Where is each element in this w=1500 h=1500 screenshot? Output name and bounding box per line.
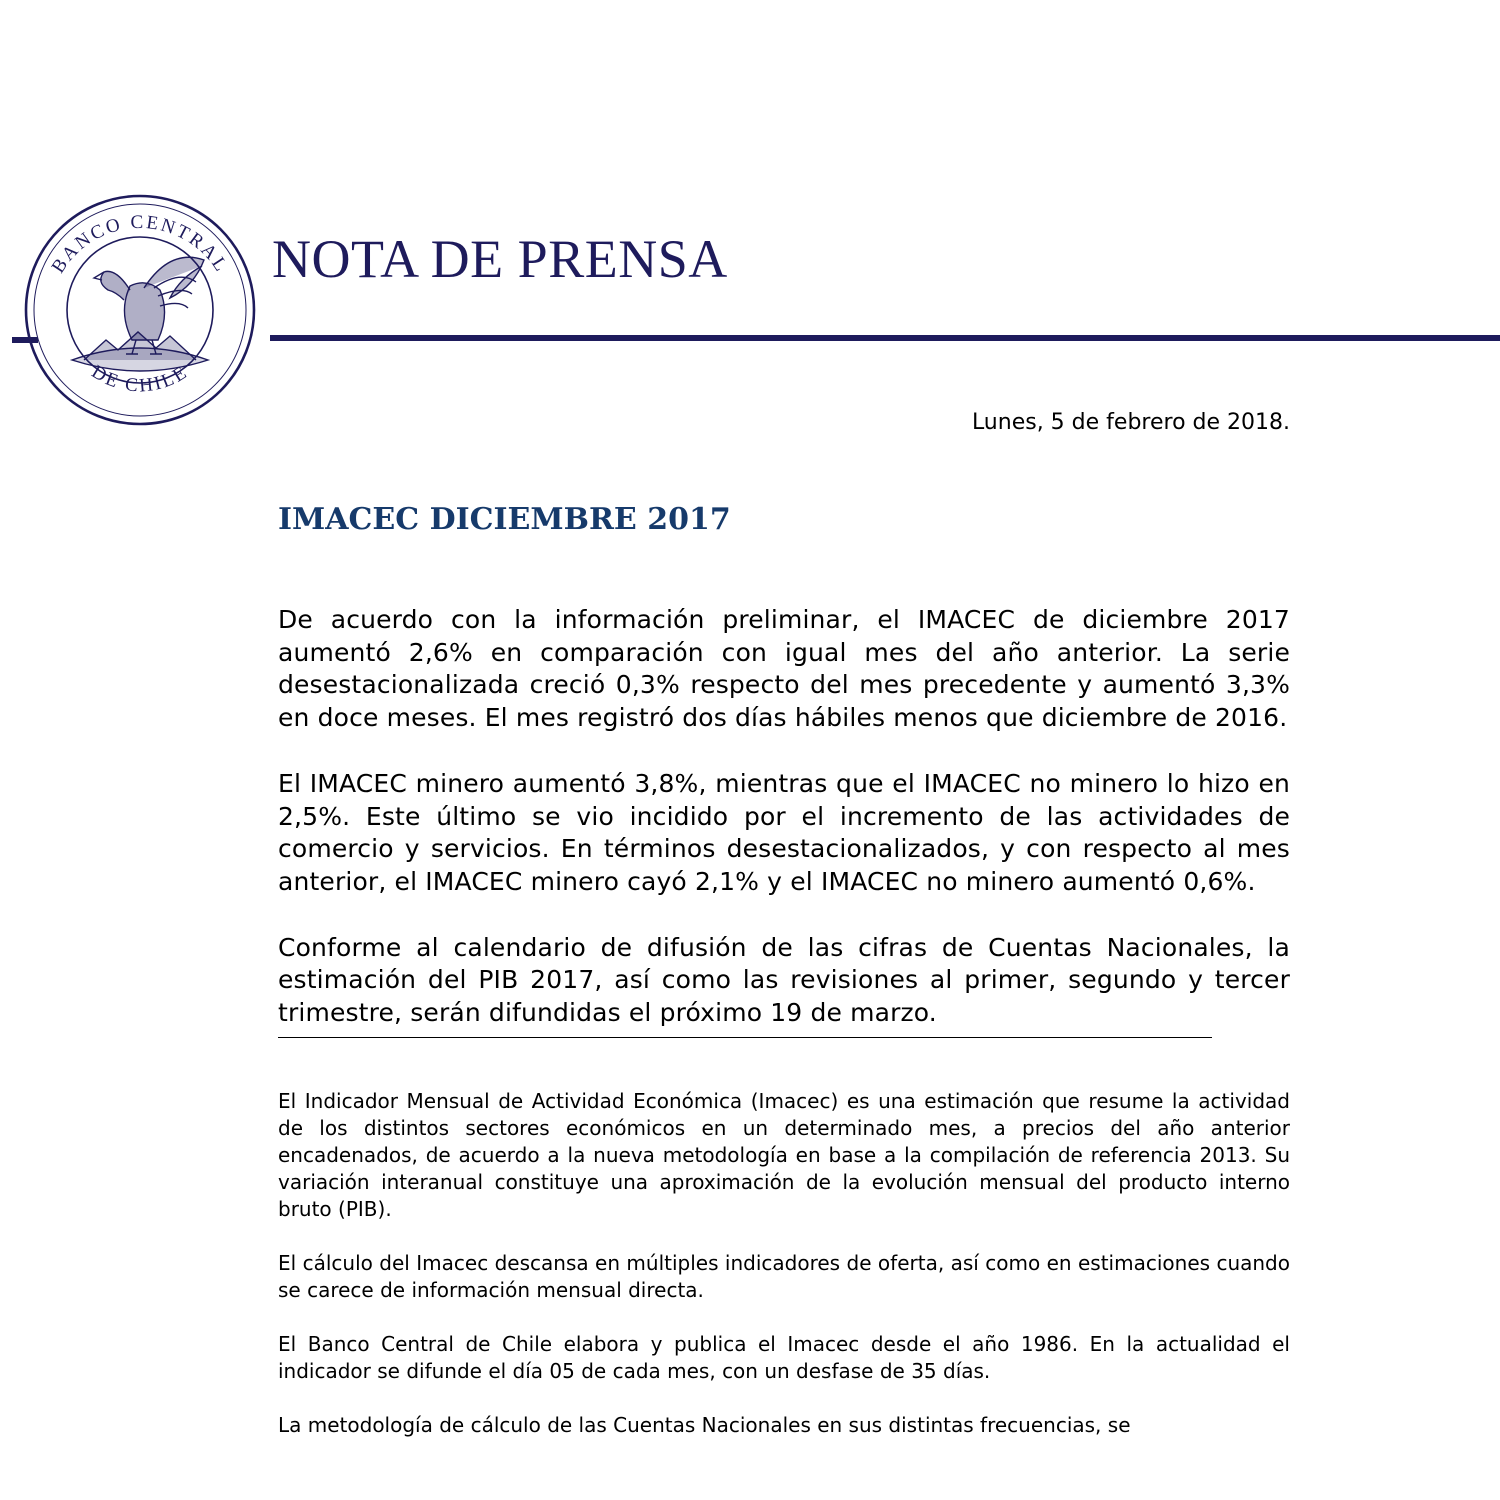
methodology-note: El Indicador Mensual de Actividad Económica (Imacec) es una estimación que resume la actividad de los distintos sectores económicos en un determinado mes, a precios del año anterior encadenados, de acuerdo a la nueva metodología en base a la compilación de referencia 2013. Su variación interanual constituye una aproximación de la evolución mensual del producto interno bruto (PIB). (278, 1088, 1290, 1221)
headline: IMACEC DICIEMBRE 2017 (278, 502, 731, 537)
release-date: Lunes, 5 de febrero de 2018. (971, 410, 1290, 435)
masthead-title: NOTA DE PRENSA (272, 229, 728, 289)
footnote-separator (278, 1037, 1212, 1038)
methodology-note: La metodología de cálculo de las Cuentas Nacionales en sus distintas frecuencias, se (278, 1412, 1131, 1437)
svg-text:BANCO CENTRAL (48, 212, 233, 277)
seal-top-text: BANCO CENTRAL (47, 211, 233, 278)
body-paragraph: El IMACEC minero aumentó 3,8%, mientras que el IMACEC no minero lo hizo en 2,5%. Este último se vio incidido por el incremento de las actividades de comercio y servicios. En términos desestacionalizados, y con respecto al mes anterior, el IMACEC minero cayó 2,1% y el IMACEC no minero aumentó 0,6%. (278, 768, 1290, 896)
banco-central-seal-logo (20, 190, 260, 430)
body-paragraph: De acuerdo con la información preliminar, el IMACEC de diciembre 2017 aumentó 2,6% en comparación con igual mes del año anterior. La serie desestacionalizada creció 0,3% respecto del mes precedente y aumentó 3,3% en doce meses. El mes registró dos días hábiles menos que diciembre de 2016. (278, 605, 1290, 733)
methodology-note: El cálculo del Imacec descansa en múltiples indicadores de oferta, así como en estimaciones cuando se carece de información mensual directa. (278, 1250, 1290, 1302)
masthead-rule-left (12, 337, 38, 343)
condor-icon (72, 257, 208, 371)
body-paragraph: Conforme al calendario de difusión de las cifras de Cuentas Nacionales, la estimación del PIB 2017, así como las revisiones al primer, segundo y tercer trimestre, serán difundidas el próximo 19 de marzo. (278, 932, 1290, 1028)
article-body (278, 604, 1290, 1466)
methodology-note: El Banco Central de Chile elabora y publica el Imacec desde el año 1986. En la actualidad el indicador se difunde el día 05 de cada mes, con un desfase de 35 días. (278, 1331, 1290, 1383)
seal-bottom-text: DE CHILE (87, 361, 193, 397)
masthead-rule (270, 335, 1500, 341)
